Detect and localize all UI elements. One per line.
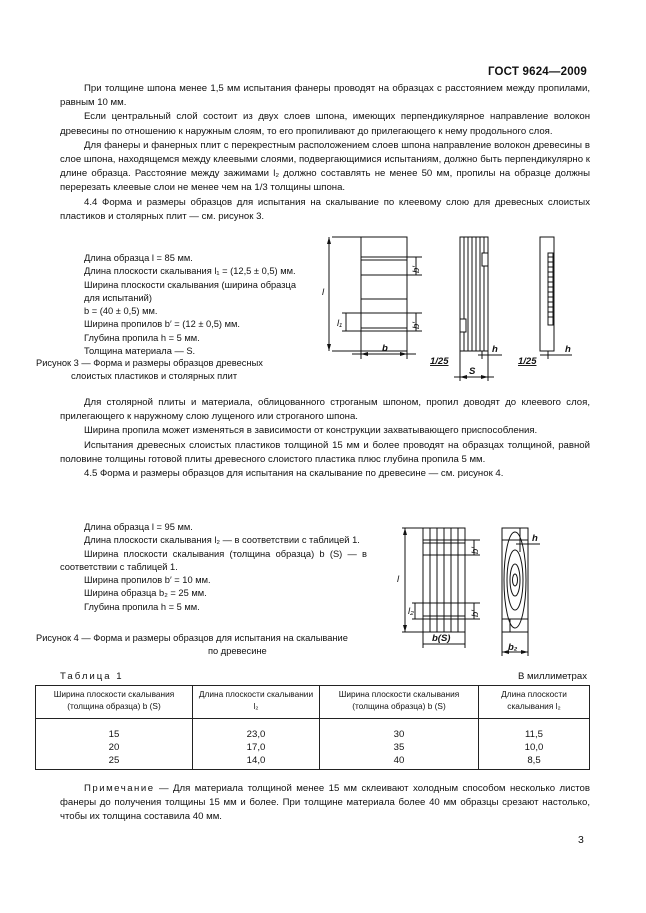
table-1 [35,685,590,770]
note-text: — Для материала толщиной менее 15 мм склеивают холодным способом несколько листов фанеры до получения толщины 15 мм и более. При толщине материала более 40 мм образцы срезают настолько, чтобы их толщина составила 40 мм. [60,783,590,823]
table-cell: 30 [320,719,479,742]
table-cell: 23,0 [193,719,320,742]
table-cell: 40 [320,754,479,770]
fig4-caption-line1: Рисунок 4 — Форма и размеры образцов для испытания на скалывание [36,633,348,643]
table-header-row [36,686,590,719]
fig4-label-b-prime-top: b′ [470,546,481,554]
fig3-caption-line2: слоистых пластиков и столярных плит [71,371,238,381]
fig3-caption-line1: Рисунок 3 — Форма и размеры образцов древесных [36,358,263,368]
fig3-param: Глубина пропила h = 5 мм. [84,332,200,343]
fig4-param: Ширина образца b₂ = 25 мм. [84,588,207,599]
figure-3-drawing [312,233,592,391]
table-cell: 25 [36,754,193,770]
intro-section [60,82,590,224]
table-cell: 14,0 [193,754,320,770]
mid-paragraph-3: Испытания древесных слоистых пластиков толщиной 15 мм и более проводят на образцах толщиной, равной половине толщины готовой плиты древесного слоистого пластика плюс глубина пропила 5 мм. [60,439,590,465]
table-cell: 17,0 [193,741,320,754]
fig3-param: Ширина плоскости скалывания (ширина образца для испытаний) [84,279,297,303]
document-header: ГОСТ 9624—2009 [487,66,587,78]
middle-section [60,396,590,481]
table-header-cell: Ширина плоскости скалывания (толщина образца) b (S) [320,686,479,719]
table-header-cell: Длина плоскости скалывания l₂ [479,686,590,719]
intro-paragraph-3: Для фанеры и фанерных плит с перекрестным расположением слоев шпона направление волокон древесины в слое шпона, находящемся между клеевыми слоями, подвергающимися испытаниям, должно быть перпендикулярно к длине образца. Расстояние между зажимами l₂ должно составлять не менее 50 мм, пропилы на образце должны перерезать клеевые слои не менее чем на 1/3 толщины шпона. [60,139,590,194]
fig4-param: Глубина пропила h = 5 мм. [84,601,200,612]
section-4-4: 4.4 Форма и размеры образцов для испытания на скалывание по клеевому слою для древесных слоистых пластиков и столярных плит — см. рисунок 3. [60,196,590,222]
fig4-label-bs: b(S) [432,633,451,644]
fig3-label-b-prime-bottom: b′ [411,321,422,329]
fig4-label-l2: l₂ [408,606,414,617]
fig3-caption [36,357,326,383]
mid-paragraph-1: Для столярной плиты и материала, облицованного строганым шпоном, пропил доводят до клеевого слоя, прилегающего к наружному слою лущеного или строганого шпона. [60,397,590,423]
fig4-caption-line2: по древесине [208,646,267,656]
section-4-5: 4.5 Форма и размеры образцов для испытания на скалывание по древесине — см. рисунок 4. [84,468,504,480]
table-row [36,741,590,754]
intro-paragraph-1: При толщине шпона менее 1,5 мм испытания фанеры проводят на образцах с расстоянием между пропилами, равным 10 мм. [60,83,590,109]
fig3-param: b = (40 ± 0,5) мм. [84,306,158,317]
fig4-parameters [60,521,367,614]
fig3-label-b-prime-top: b′ [411,265,422,273]
table-note [60,782,590,825]
fig4-param: Длина плоскости скалывания l₂ — в соответствии с таблицей 1. [84,535,360,546]
fig4-label-b-prime-bottom: b′ [470,609,481,617]
fig4-caption [36,632,366,658]
fig4-param: Длина образца l = 95 мм. [84,522,193,532]
fig3-param: Ширина пропилов b′ = (12 ± 0,5) мм. [84,319,240,330]
fig4-param: Ширина плоскости скалывания (толщина образца) b (S) — в соответствии с таблицей 1. [60,548,367,572]
table-cell: 20 [36,741,193,754]
table-cell: 8,5 [479,754,590,770]
fig3-scale-2: 1/25 [518,356,537,367]
fig4-param: Ширина пропилов b′ = 10 мм. [84,575,211,586]
page-number: 3 [578,834,584,846]
fig3-label-s: S [469,366,476,377]
fig3-label-b: b [382,343,388,354]
fig3-param: Длина плоскости скалывания l₁ = (12,5 ± 0,5) мм. [84,266,296,277]
mid-paragraph-2: Ширина пропила может изменяться в зависимости от конструкции захватывающего приспособления. [84,425,538,437]
note-label: Примечание [84,783,155,794]
table-row [36,754,590,770]
fig3-param: Длина образца l = 85 мм. [84,253,193,263]
fig4-label-b2: b₂ [508,642,518,653]
fig3-specimen-front [361,237,407,351]
fig3-label-h-1: h [492,344,498,355]
intro-paragraph-2: Если центральный слой состоит из двух слоев шпона, имеющих перпендикулярное направление волокон древесины по отношению к наружным слоям, то его пропиливают до прилегающего к нему продольного слоя. [60,111,590,137]
table-row [36,719,590,742]
figure-4-drawing [392,520,582,660]
table-cell: 11,5 [479,719,590,742]
fig3-scale-1: 1/25 [430,356,449,367]
table-title: Таблица 1 [60,671,124,682]
fig3-label-l1: l₁ [337,318,343,329]
fig3-label-l: l [322,287,325,298]
fig3-param: Толщина материала — S. [84,346,196,357]
fig3-label-h-2: h [565,344,571,355]
fig4-label-h: h [532,533,538,544]
table-header-cell: Длина плоскости скалывании l₂ [193,686,320,719]
table-cell: 35 [320,741,479,754]
fig4-label-l: l [397,574,400,585]
table-header-cell: Ширина плоскости скалывания (толщина образца) b (S) [36,686,193,719]
table-cell: 10,0 [479,741,590,754]
table-cell: 15 [36,719,193,742]
table-units: В миллиметрах [517,671,587,682]
fig3-parameters [60,252,310,358]
